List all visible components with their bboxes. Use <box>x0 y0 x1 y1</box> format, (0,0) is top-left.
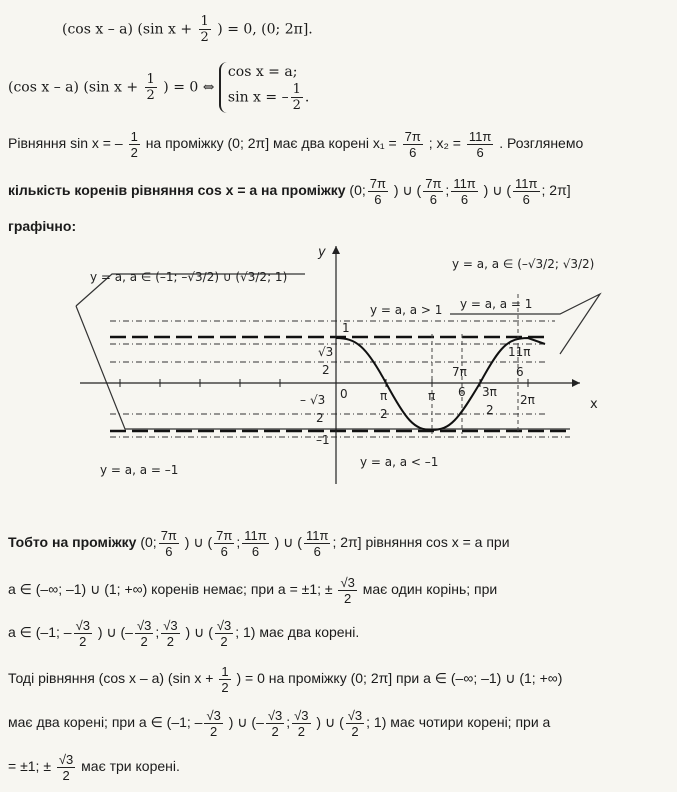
system-row-1: cos x = a; <box>227 64 298 80</box>
sqrt3-up-den: 2 <box>322 363 330 377</box>
y-axis-arrow <box>332 246 340 254</box>
label-a-lt-m1: y = a, a < –1 <box>360 455 439 469</box>
equation-line-1 <box>62 14 313 45</box>
label-left-top: y = a, a ∈ (–1; –√3/2) ∪ (√3/2; 1) <box>90 270 288 284</box>
three-pi-den: 2 <box>486 403 494 417</box>
paragraph-p6: = ±1; ± $\frac{√3}{2}$ має три корені. <box>8 752 180 783</box>
seven-pi-num: 7π <box>452 365 467 379</box>
pi-label: π <box>428 389 436 403</box>
eq2-fraction: $\frac{1}{2}$ <box>146 72 155 103</box>
eleven-pi-den: 6 <box>516 365 524 379</box>
label-a-eq-1: y = a, a = 1 <box>460 297 533 311</box>
eleven-pi-num: 11π <box>508 345 531 359</box>
x-axis-label: x <box>590 397 598 412</box>
origin-label: 0 <box>340 387 348 401</box>
label-a-gt-1: y = a, a > 1 <box>370 303 443 317</box>
paragraph-line-3: Рівняння sin x = – $\frac{1}{2}$ на проміжку (0; 2π] має два корені x₁ = $\frac{7\pi}{6}$ ; x₂ = $\frac{11\pi}{6}$ . Розглянемо <box>8 129 584 160</box>
sqrt3-down-den: 2 <box>316 411 324 425</box>
eq2-equivalence: ) = 0 ⇔ <box>163 79 215 96</box>
sqrt3-down-neg: – <box>300 393 306 407</box>
eq1-fraction: $\frac{1}{2}$ <box>200 14 209 45</box>
paragraph-line-4: кількість коренів рівняння cos x = a на проміжку (0; $\frac{7\pi}{6}$ ) ∪ ( $\frac{7\pi}{6}$ ; $\frac{11\pi}{6}$ ) ∪ ( $\frac{11\pi}{6}$ ; 2π] <box>8 176 571 207</box>
minus-one-label: –1 <box>316 433 330 447</box>
paragraph-line-5: графічно: <box>8 218 77 234</box>
cosine-graph <box>0 234 677 484</box>
paragraph-p4: Тоді рівняння (cos x – a) (sin x + $\frac{1}{2}$ ) = 0 на проміжку (0; 2π] при a ∈ (–∞; –1) ∪ (1; +∞) <box>8 664 563 695</box>
eq2-left: (cos x – a) (sin x + <box>8 79 139 96</box>
equation-line-2 <box>8 62 309 113</box>
y-axis-label: y <box>318 245 326 260</box>
one-label: 1 <box>342 321 350 335</box>
three-pi-num: 3π <box>482 385 497 399</box>
eq1-left: (cos x – a) (sin x + <box>62 21 193 38</box>
paragraph-p5: має два корені; при a ∈ (–1; – $\frac{√3}{2}$ ) ∪ (– $\frac{√3}{2}$ ; $\frac{√3}{2}$ ) ∪ ( $\frac{√3}{2}$ ; 1) має чотири корені; при a <box>8 708 551 739</box>
label-right-top: y = a, a ∈ (–√3/2; √3/2) <box>452 257 595 271</box>
two-pi-label: 2π <box>520 393 535 407</box>
sqrt3-down-num: √3 <box>310 393 326 407</box>
pi-half-num: π <box>380 389 388 403</box>
system-row-2: sin x = – $\frac{1}{2}$ . <box>227 82 310 113</box>
eq1-right: ) = 0, (0; 2π]. <box>217 21 313 38</box>
seven-pi-den: 6 <box>458 385 466 399</box>
paragraph-p2: a ∈ (–∞; –1) ∪ (1; +∞) коренів немає; при a = ±1; ± $\frac{√3}{2}$ має один корінь; при <box>8 575 498 606</box>
sqrt3-up-num: √3 <box>318 345 334 359</box>
paragraph-p1: Тобто на проміжку (0; $\frac{7\pi}{6}$ ) ∪ ( $\frac{7\pi}{6}$ ; $\frac{11\pi}{6}$ ) ∪ ( $\frac{11\pi}{6}$ ; 2π] рівняння cos x = a при <box>8 528 510 559</box>
paragraph-p3: a ∈ (–1; – $\frac{√3}{2}$ ) ∪ (– $\frac{√3}{2}$ ; $\frac{√3}{2}$ ) ∪ ( $\frac{√3}{2}$ ; 1) має два корені. <box>8 618 360 649</box>
x-axis-arrow <box>572 379 580 387</box>
pi-half-den: 2 <box>380 407 388 421</box>
label-a-eq-m1: y = a, a = –1 <box>100 463 179 477</box>
eq2-system <box>219 62 309 113</box>
